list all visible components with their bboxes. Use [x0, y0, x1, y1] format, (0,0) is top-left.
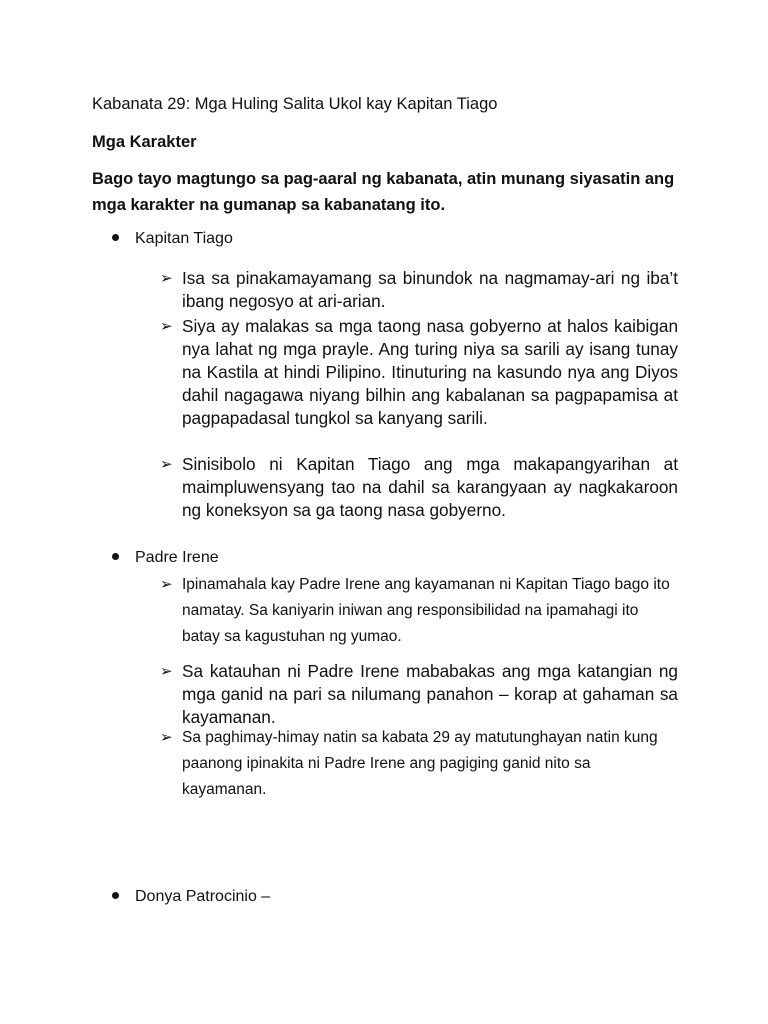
character-bullet-donya-patrocinio — [112, 888, 270, 906]
arrow-bullet-icon: ➢ — [160, 663, 173, 680]
intro-paragraph: Bago tayo magtungo sa pag-aaral ng kabanata, atin munang siyasatin ang mga karakter na gumanap sa kabanatang ito. — [92, 170, 675, 214]
arrow-bullet-icon: ➢ — [160, 729, 173, 746]
point-text: Isa sa pinakamayamang sa binundok na nagmamay-ari ng iba’t ibang negosyo at ari-arian. — [182, 268, 678, 311]
character-name: Padre Irene — [135, 549, 219, 566]
character-bullet-padre-irene — [112, 549, 219, 567]
character-name: Kapitan Tiago — [135, 230, 233, 247]
bullet-dot-icon — [112, 892, 119, 899]
point-text: Sa katauhan ni Padre Irene mababakas ang mga katangian ng mga ganid na pari sa nilumang panahon – korap at gahaman sa kayamanan. — [182, 661, 678, 727]
document-title: Kabanata 29: Mga Huling Salita Ukol kay Kapitan Tiago — [92, 95, 498, 113]
character-point — [160, 660, 678, 729]
bullet-dot-icon — [112, 553, 119, 560]
character-point — [160, 725, 675, 803]
arrow-bullet-icon: ➢ — [160, 270, 173, 287]
character-point — [160, 453, 678, 522]
character-bullet-kapitan-tiago — [112, 230, 233, 248]
point-text: Ipinamahala kay Padre Irene ang kayamanan ni Kapitan Tiago bago ito namatay. Sa kaniyarin iniwan ang responsibilidad na ipamahagi ito batay sa kagustuhan ng yumao. — [182, 576, 670, 645]
point-text: Sinisibolo ni Kapitan Tiago ang mga makapangyarihan at maimpluwensyang tao na dahil sa karangyaan ay nagkakaroon ng koneksyon sa ga taong nasa gobyerno. — [182, 454, 678, 520]
arrow-bullet-icon: ➢ — [160, 318, 173, 335]
character-point — [160, 572, 670, 650]
bullet-dot-icon — [112, 234, 119, 241]
arrow-bullet-icon: ➢ — [160, 456, 173, 473]
character-point — [160, 267, 678, 313]
character-name: Donya Patrocinio – — [135, 888, 271, 905]
point-text: Sa paghimay-himay natin sa kabata 29 ay matutunghayan natin kung paanong ipinakita ni Padre Irene ang pagiging ganid nito sa kayamanan. — [182, 729, 658, 798]
arrow-bullet-icon: ➢ — [160, 576, 173, 593]
character-point — [160, 315, 678, 430]
point-text: Siya ay malakas sa mga taong nasa gobyerno at halos kaibigan nya lahat ng mga prayle. Ang turing niya sa sarili ay isang tunay na Kastila at hindi Pilipino. Itinuturing na kasundo nya ang Diyos dahil nagagawa niyang bilhin ang kabalanan sa pagpapamisa at pagpapadasal tungkol sa kanyang sarili. — [182, 316, 678, 428]
section-heading: Mga Karakter — [92, 133, 197, 151]
